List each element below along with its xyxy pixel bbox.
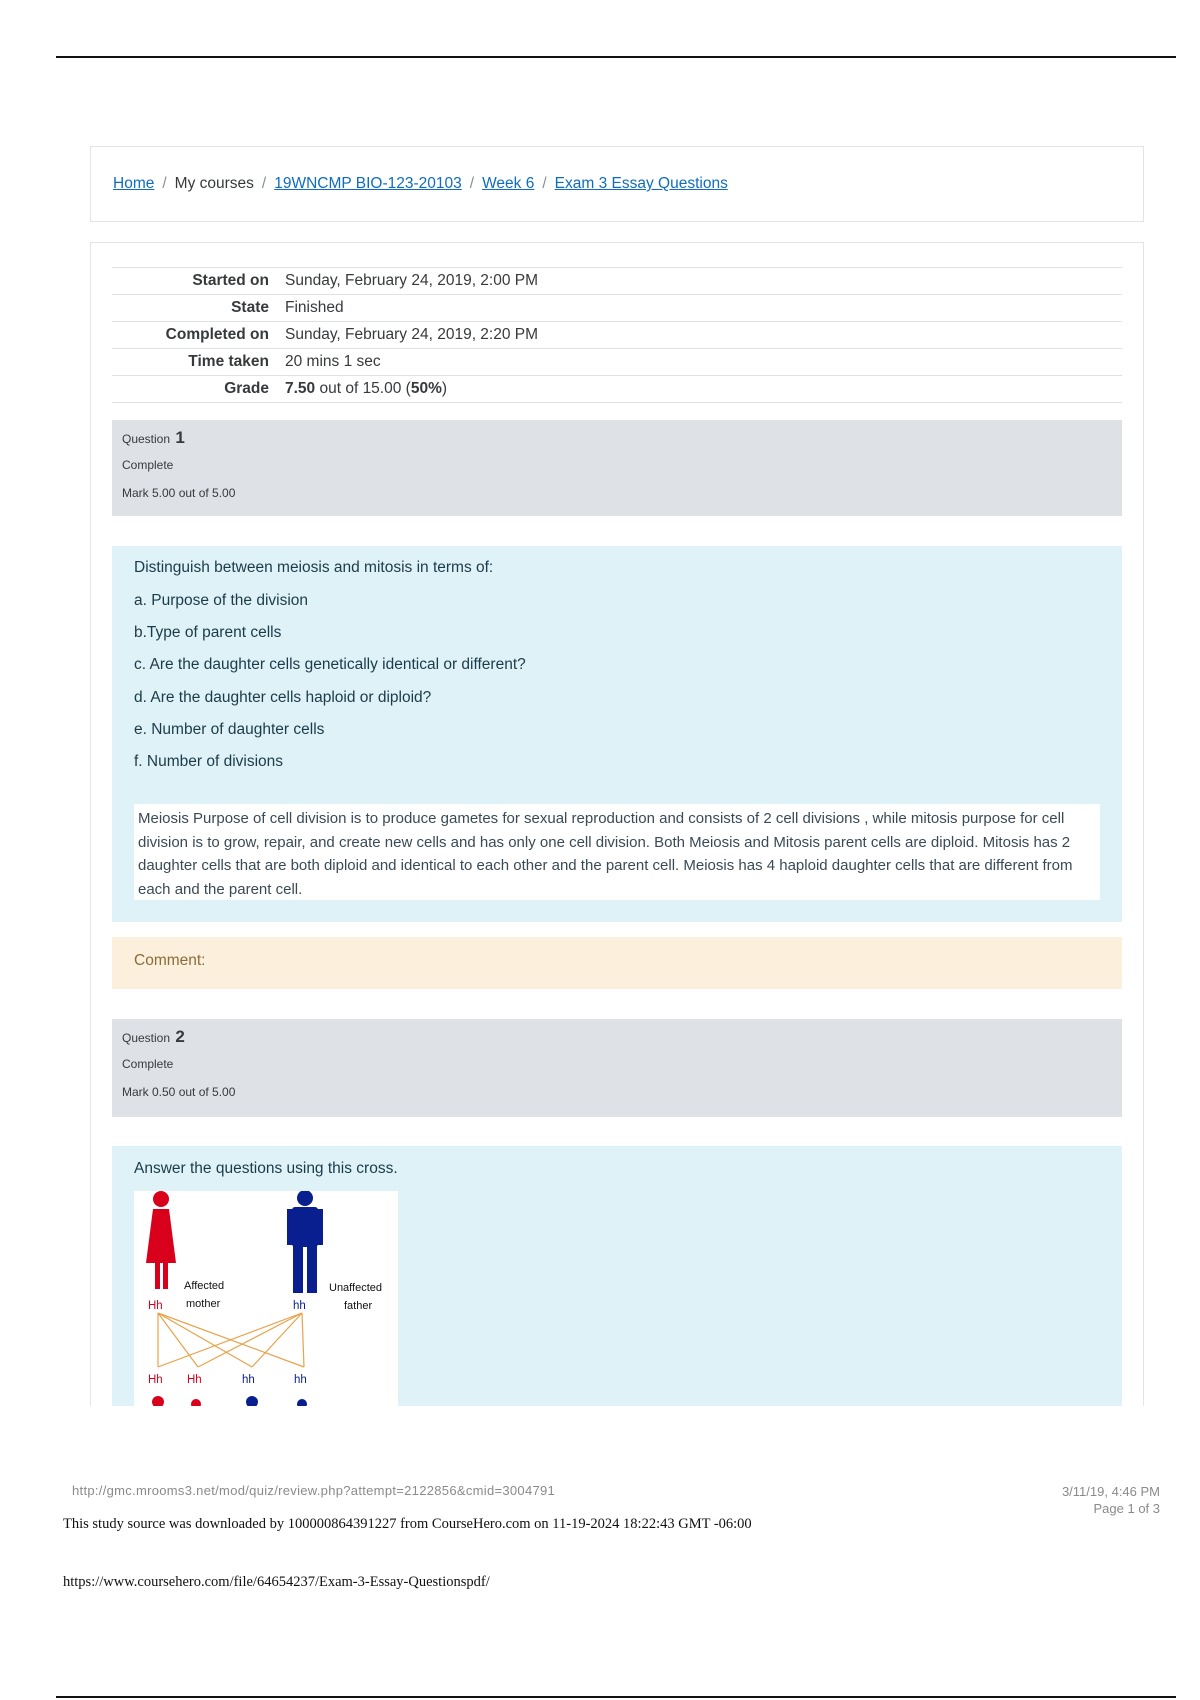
- question-1-number: [122, 428, 1112, 448]
- breadcrumb-week-link[interactable]: Week 6: [482, 175, 535, 192]
- father-genotype: hh: [293, 1300, 306, 1312]
- summary-row-time: [112, 349, 1122, 376]
- question-2-prompt: Answer the questions using this cross.: [134, 1160, 398, 1177]
- question-1-item: a. Purpose of the division: [134, 592, 309, 609]
- question-1-item: f. Number of divisions: [134, 753, 284, 770]
- quiz-review-card: [90, 242, 1144, 1406]
- offspring-genotype: hh: [294, 1374, 307, 1386]
- question-1-state: Complete: [122, 458, 174, 472]
- breadcrumb-card: [90, 146, 1144, 222]
- breadcrumb: [113, 175, 728, 193]
- summary-row-grade: [112, 376, 1122, 403]
- breadcrumb-separator: /: [542, 175, 547, 192]
- grade-label: Grade: [224, 380, 269, 397]
- breadcrumb-separator: /: [469, 175, 475, 192]
- completed-value: Sunday, February 24, 2019, 2:20 PM: [285, 326, 539, 343]
- mother-label-1: Affected: [184, 1280, 225, 1292]
- grade-score: 7.50: [285, 380, 316, 397]
- question-number: 1: [175, 428, 185, 447]
- question-1-content: [112, 546, 1122, 922]
- footer-date: 3/11/19, 4:46 PM: [1061, 1484, 1160, 1499]
- footer-page-number: Page 1 of 3: [1093, 1501, 1160, 1516]
- question-2-state: Complete: [122, 1057, 174, 1071]
- footer-page-url: http://gmc.mrooms3.net/mod/quiz/review.php?attempt=2122856&cmid=3004791: [72, 1483, 556, 1498]
- breadcrumb-quiz-link[interactable]: Exam 3 Essay Questions: [554, 175, 728, 192]
- offspring-figures: [148, 1396, 307, 1406]
- question-1-prompt: Distinguish between meiosis and mitosis in terms of:: [134, 559, 494, 576]
- question-1-info: [112, 420, 1122, 516]
- time-taken-value: 20 mins 1 sec: [285, 353, 381, 370]
- state-label: State: [231, 299, 269, 316]
- study-source-note: This study source was downloaded by 100000864391227 from CourseHero.com on 11-19-2024 18:22:43 GMT -06:00: [63, 1516, 752, 1532]
- grade-close: ): [441, 380, 448, 397]
- question-1-item: b.Type of parent cells: [134, 624, 282, 641]
- unaffected-father-figure: [287, 1191, 323, 1293]
- father-label-2: father: [344, 1300, 373, 1312]
- offspring-genotype: Hh: [187, 1374, 202, 1386]
- breadcrumb-my-courses: My courses: [174, 175, 254, 192]
- question-1-comment: Comment:: [112, 937, 1122, 989]
- grade-out-of: out of 15.00 (: [315, 380, 411, 397]
- question-label: Question: [122, 432, 171, 446]
- offspring-affected: [191, 1399, 201, 1406]
- summary-row-state: [112, 295, 1122, 322]
- study-source-url: https://www.coursehero.com/file/64654237/Exam-3-Essay-Questionspdf/: [63, 1574, 490, 1590]
- bottom-rule: [56, 1696, 1176, 1698]
- attempt-summary-table: [112, 267, 1122, 403]
- pedigree-cross-image: [134, 1191, 398, 1406]
- mother-label-2: mother: [186, 1298, 221, 1310]
- question-label: Question: [122, 1031, 171, 1045]
- question-2-mark: Mark 0.50 out of 5.00: [122, 1085, 236, 1099]
- offspring-genotype: hh: [242, 1374, 255, 1386]
- question-1-answer: Meiosis Purpose of cell division is to produce gametes for sexual reproduction and consists of 2 cell divisions , while mitosis purpose for cell division is to grow, repair, and create new cells and has only one cell division. Both Meiosis and Mitosis parent cells are diploid. Mitosis has 2 daughter cells that are both diploid and identical to each other and the parent cell. Meiosis has 4 haploid daughter cells that are different from each and the parent cell.: [134, 804, 1100, 900]
- question-2-number: [122, 1027, 1112, 1047]
- breadcrumb-home-link[interactable]: Home: [113, 175, 155, 192]
- question-1-mark: Mark 5.00 out of 5.00: [122, 486, 236, 500]
- mother-genotype: Hh: [148, 1300, 163, 1312]
- footer-date-page: [1062, 1483, 1160, 1517]
- offspring-genotype: Hh: [148, 1374, 163, 1386]
- question-number: 2: [175, 1027, 185, 1046]
- summary-row-started: [112, 268, 1122, 295]
- offspring-unaffected: [297, 1399, 307, 1406]
- state-value: Finished: [285, 299, 344, 316]
- breadcrumb-separator: /: [261, 175, 267, 192]
- completed-label: Completed on: [165, 326, 269, 343]
- breadcrumb-course-link[interactable]: 19WNCMP BIO-123-20103: [274, 175, 462, 192]
- grade-percent: 50%: [410, 380, 442, 397]
- father-label-1: Unaffected: [329, 1282, 383, 1294]
- offspring-affected: [152, 1396, 164, 1406]
- question-1-item: d. Are the daughter cells haploid or diploid?: [134, 689, 432, 706]
- cross-lines: [158, 1313, 304, 1367]
- started-value: Sunday, February 24, 2019, 2:00 PM: [285, 272, 539, 289]
- pedigree-cross-svg: [134, 1191, 398, 1406]
- question-1-item: c. Are the daughter cells genetically identical or different?: [134, 656, 526, 673]
- offspring-unaffected: [246, 1396, 258, 1406]
- started-label: Started on: [192, 272, 269, 289]
- summary-row-completed: [112, 322, 1122, 349]
- breadcrumb-separator: /: [162, 175, 167, 192]
- top-rule: [56, 56, 1176, 58]
- question-2-content: [112, 1146, 1122, 1406]
- grade-value: [285, 376, 1122, 403]
- affected-mother-figure: [146, 1191, 176, 1289]
- question-2-info: [112, 1019, 1122, 1117]
- question-1-item: e. Number of daughter cells: [134, 721, 325, 738]
- time-taken-label: Time taken: [188, 353, 269, 370]
